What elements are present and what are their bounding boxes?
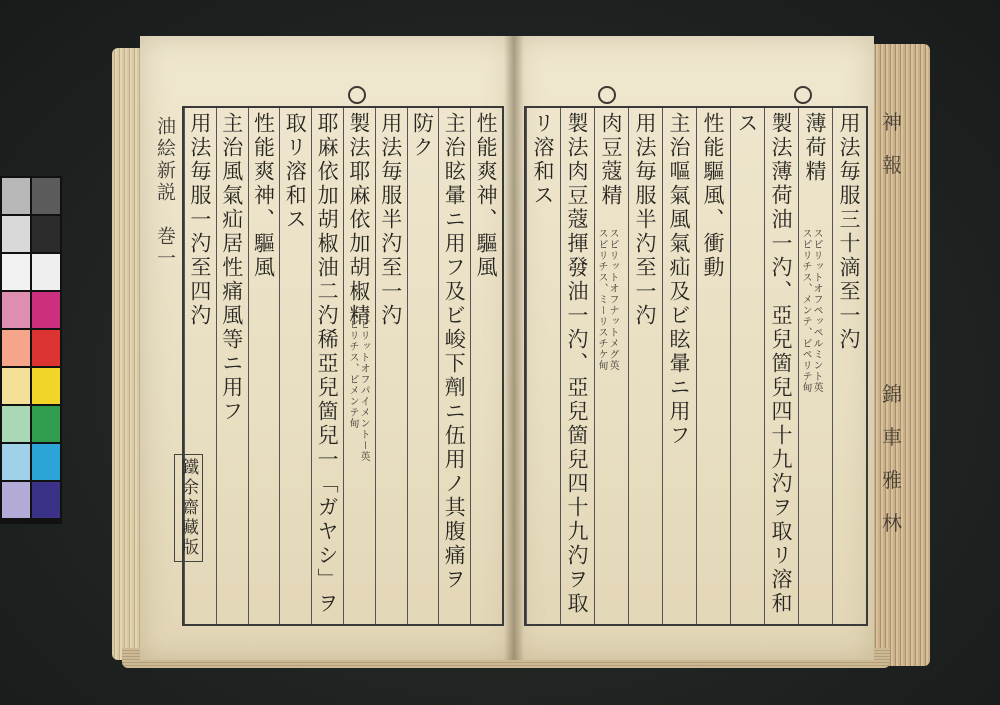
book-gutter [504, 36, 524, 660]
left-text-frame [182, 106, 504, 626]
text-column [668, 112, 689, 448]
color-chip [32, 254, 60, 290]
text-column [315, 112, 340, 616]
column-rule [375, 108, 376, 624]
text-column [380, 112, 401, 328]
furigana-note: スピリットオフペッペルミント英 [811, 228, 822, 393]
column-body: 耶麻依加胡椒精 [346, 160, 371, 328]
color-chip [2, 292, 30, 328]
column-rule [438, 108, 439, 624]
column-rule [764, 108, 765, 624]
edge-glyph: 車 [882, 425, 906, 449]
column-rule [628, 108, 629, 624]
text-column [412, 112, 433, 160]
column-heading: 製法 [346, 112, 371, 160]
column-heading: 用法 [633, 112, 657, 160]
text-column [442, 112, 467, 592]
color-chip [32, 444, 60, 480]
column-heading: 主治 [442, 112, 467, 160]
column-rule [311, 108, 312, 624]
text-column [253, 112, 274, 280]
column-body: 風氣疝居性痛風等ニ用フ [219, 160, 244, 424]
text-column [566, 112, 587, 616]
column-heading: 防ク [410, 112, 435, 160]
margin-title: 油絵新説 巻一 [154, 116, 176, 270]
column-rule [470, 108, 471, 624]
column-body: 毎服半汋至一汋 [378, 160, 403, 328]
page-edges-left [112, 48, 142, 660]
right-text-frame [524, 106, 868, 626]
column-rule [730, 108, 731, 624]
column-heading: 製法 [565, 112, 589, 160]
column-body: 毎服半汋至一汋 [633, 160, 657, 328]
color-chip [32, 482, 60, 518]
edge-glyph: 雅 [882, 468, 906, 492]
color-chip [2, 482, 30, 518]
text-column [221, 112, 242, 424]
column-rule [407, 108, 408, 624]
edge-glyph: 錦 [882, 382, 906, 406]
column-heading: 製法 [769, 112, 793, 160]
furigana-note: スピリットオフパイメントー英 [358, 308, 369, 462]
open-book [112, 36, 930, 668]
column-heading: 取リ溶和ス [283, 112, 308, 232]
column-heading: 性能 [251, 112, 276, 160]
column-heading: 用法 [378, 112, 403, 160]
column-rule [798, 108, 799, 624]
column-heading: 肉豆蔻精 [599, 112, 623, 208]
column-rule [832, 108, 833, 624]
column-body: 薄荷油一汋、亞兒箇兒四十九汋ヲ取リ溶和 [769, 160, 793, 616]
column-body: 毎服三十滴至一汋 [837, 160, 861, 352]
column-heading: 用法 [837, 112, 861, 160]
edge-glyph: 林 [882, 511, 906, 535]
furigana-note: スピリチス、ピメンテ甸 [347, 308, 358, 429]
column-rule [560, 108, 561, 624]
text-column [348, 112, 369, 328]
text-column [804, 112, 825, 184]
color-chip [2, 330, 30, 366]
color-chip [2, 368, 30, 404]
column-body: 爽神、驅風 [474, 160, 499, 280]
column-heading: ス [735, 112, 759, 136]
text-column [600, 112, 621, 208]
edge-glyph: 報 [882, 153, 906, 177]
publisher-label: 鐵余齋藏版 [174, 454, 203, 562]
column-body: 嘔氣風氣疝及ビ眩暈ニ用フ [667, 160, 691, 448]
column-body: 耶麻依加胡椒油二汋稀亞兒箇兒一「ガヤシ」ヲ [315, 112, 340, 616]
column-heading: 薄荷精 [803, 112, 827, 184]
color-chip [2, 444, 30, 480]
column-heading: 性能 [701, 112, 725, 160]
text-column [189, 112, 210, 328]
text-column [838, 112, 859, 352]
text-column [283, 112, 308, 232]
color-chip [32, 406, 60, 442]
column-rule [594, 108, 595, 624]
column-rule [248, 108, 249, 624]
color-chip [2, 178, 30, 214]
column-heading: 主治 [667, 112, 691, 160]
binding-hole-mark [794, 86, 812, 104]
color-chip [2, 216, 30, 252]
text-column [702, 112, 723, 280]
color-chip [2, 254, 30, 290]
column-heading: リ溶和ス [531, 112, 555, 208]
column-body: 爽神、驅風 [251, 160, 276, 280]
column-body: 毎服一汋至四汋 [187, 160, 212, 328]
column-rule [696, 108, 697, 624]
furigana-note: スピリットオフナットメグ英 [607, 228, 618, 371]
adjacent-page-edge-text [882, 106, 906, 550]
binding-hole-mark [598, 86, 616, 104]
column-rule [662, 108, 663, 624]
column-body: 眩暈ニ用フ及ビ峻下劑ニ伍用ノ其腹痛ヲ [442, 160, 467, 592]
color-chip [32, 330, 60, 366]
binding-hole-mark [348, 86, 366, 104]
column-rule [216, 108, 217, 624]
right-page [514, 36, 874, 660]
column-heading: 用法 [187, 112, 212, 160]
text-column [474, 112, 499, 280]
column-rule [526, 108, 527, 624]
column-rule [279, 108, 280, 624]
text-column [736, 112, 757, 136]
furigana-note: スピリチス、メンテ、ピペリテ甸 [800, 228, 811, 393]
text-column [634, 112, 655, 328]
left-page [140, 36, 514, 660]
color-chip [32, 178, 60, 214]
furigana-note: スピリチス、ミーリスチケ甸 [596, 228, 607, 371]
color-chip [2, 406, 30, 442]
color-chip [32, 292, 60, 328]
column-heading: 性能 [474, 112, 499, 160]
column-heading: 主治 [219, 112, 244, 160]
color-calibration-chart [0, 176, 62, 524]
column-rule [343, 108, 344, 624]
column-body: 肉豆蔻揮發油一汋、亞兒箇兒四十九汋ヲ取 [565, 160, 589, 616]
color-chip [32, 368, 60, 404]
edge-glyph: 神 [882, 110, 906, 134]
text-column [770, 112, 791, 616]
color-chip [32, 216, 60, 252]
text-column [532, 112, 553, 208]
column-body: 驅風、衝動 [701, 160, 725, 280]
